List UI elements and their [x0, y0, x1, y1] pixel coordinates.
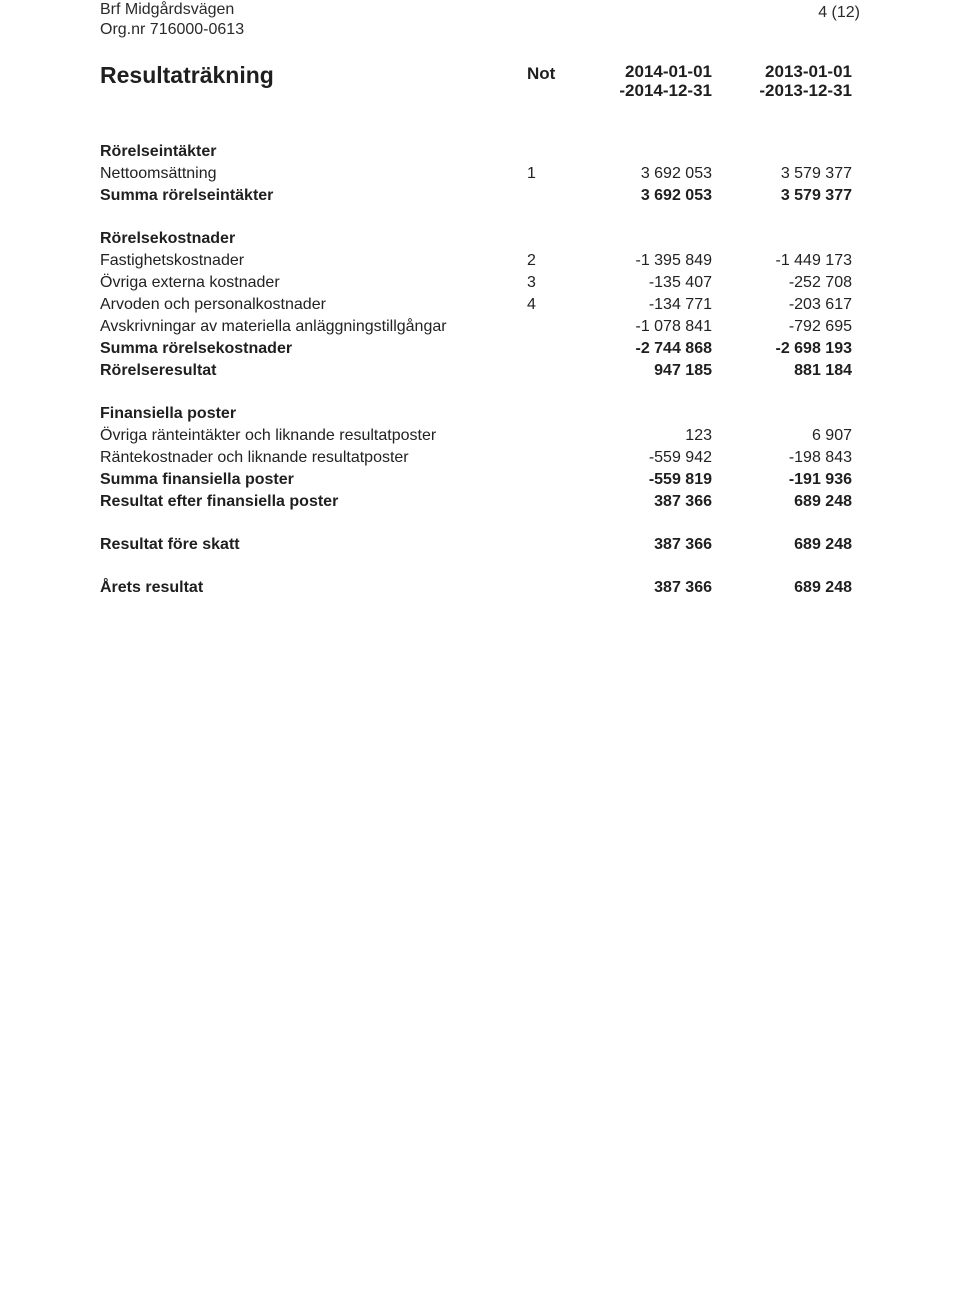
row-label: Rörelsekostnader — [100, 230, 236, 247]
subtotal-row — [0, 185, 960, 207]
row-label: Rörelseresultat — [100, 362, 217, 379]
row-value-2013: -1 449 173 — [775, 252, 852, 269]
row-label: Resultat före skatt — [100, 536, 240, 553]
row-label: Finansiella poster — [100, 405, 237, 422]
subtotal-row — [0, 338, 960, 360]
row-label: Övriga ränteintäkter och liknande resultatposter — [100, 427, 437, 444]
period-2013-end: -2013-12-31 — [759, 81, 852, 100]
period-2014-end: -2014-12-31 — [619, 81, 712, 100]
section-heading-operating-costs — [0, 228, 960, 250]
row-value-2014: -134 771 — [648, 296, 712, 313]
column-header-period-2014 — [600, 62, 712, 100]
section-heading-financial-items — [0, 403, 960, 425]
row-label: Avskrivningar av materiella anläggningstillgångar — [100, 318, 447, 335]
row-value-2014: 387 366 — [654, 579, 712, 596]
row-value-2013: -792 695 — [788, 318, 852, 335]
row-label: Arvoden och personalkostnader — [100, 296, 326, 313]
page-number: 4 (12) — [818, 4, 860, 21]
row-label: Räntekostnader och liknande resultatposter — [100, 449, 409, 466]
row-note: 3 — [527, 274, 536, 291]
row-note: 4 — [527, 296, 536, 313]
table-row — [0, 250, 960, 272]
row-value-2013: 6 907 — [811, 427, 852, 444]
subtotal-row — [0, 491, 960, 513]
row-value-2013: 689 248 — [794, 536, 852, 553]
row-label: Fastighetskostnader — [100, 252, 245, 269]
total-row-net-result — [0, 577, 960, 599]
row-value-2013: 3 579 377 — [780, 165, 852, 182]
row-label: Rörelseintäkter — [100, 143, 217, 160]
row-label: Nettoomsättning — [100, 165, 217, 182]
subtotal-row — [0, 534, 960, 556]
document-header — [100, 0, 244, 40]
page-title: Resultaträkning — [100, 62, 274, 88]
row-value-2013: 3 579 377 — [780, 187, 852, 204]
table-row — [0, 447, 960, 469]
row-value-2013: -252 708 — [788, 274, 852, 291]
period-2014-start: 2014-01-01 — [625, 62, 712, 81]
table-row — [0, 163, 960, 185]
table-row — [0, 294, 960, 316]
row-label: Summa finansiella poster — [100, 471, 294, 488]
row-value-2014: -135 407 — [648, 274, 712, 291]
column-header-note: Not — [527, 64, 556, 83]
row-value-2013: 689 248 — [794, 493, 852, 510]
subtotal-row — [0, 469, 960, 491]
row-value-2014: 3 692 053 — [640, 187, 712, 204]
row-value-2013: -191 936 — [788, 471, 852, 488]
row-value-2013: -198 843 — [788, 449, 852, 466]
row-label: Övriga externa kostnader — [100, 274, 280, 291]
row-value-2014: 387 366 — [654, 536, 712, 553]
table-row — [0, 425, 960, 447]
row-label: Summa rörelsekostnader — [100, 340, 293, 357]
row-value-2014: -1 078 841 — [635, 318, 712, 335]
row-value-2014: -559 819 — [648, 471, 712, 488]
row-value-2013: 881 184 — [794, 362, 852, 379]
row-note: 1 — [527, 165, 536, 182]
row-value-2014: 387 366 — [654, 493, 712, 510]
row-value-2014: 123 — [685, 427, 712, 444]
row-note: 2 — [527, 252, 536, 269]
row-value-2014: 3 692 053 — [640, 165, 712, 182]
row-value-2014: -1 395 849 — [635, 252, 712, 269]
row-value-2014: -2 744 868 — [635, 340, 712, 357]
org-number: Org.nr 716000-0613 — [100, 21, 245, 38]
row-label: Summa rörelseintäkter — [100, 187, 274, 204]
section-heading-operating-income — [0, 141, 960, 163]
row-value-2014: -559 942 — [648, 449, 712, 466]
row-value-2013: -2 698 193 — [775, 340, 852, 357]
subtotal-row — [0, 360, 960, 382]
period-2013-start: 2013-01-01 — [765, 62, 852, 81]
column-header-period-2013 — [740, 62, 852, 100]
table-row — [0, 316, 960, 338]
org-name: Brf Midgårdsvägen — [100, 1, 235, 18]
row-value-2014: 947 185 — [654, 362, 712, 379]
row-label: Årets resultat — [100, 579, 204, 596]
row-value-2013: -203 617 — [788, 296, 852, 313]
row-label: Resultat efter finansiella poster — [100, 493, 339, 510]
table-row — [0, 272, 960, 294]
row-value-2013: 689 248 — [794, 579, 852, 596]
